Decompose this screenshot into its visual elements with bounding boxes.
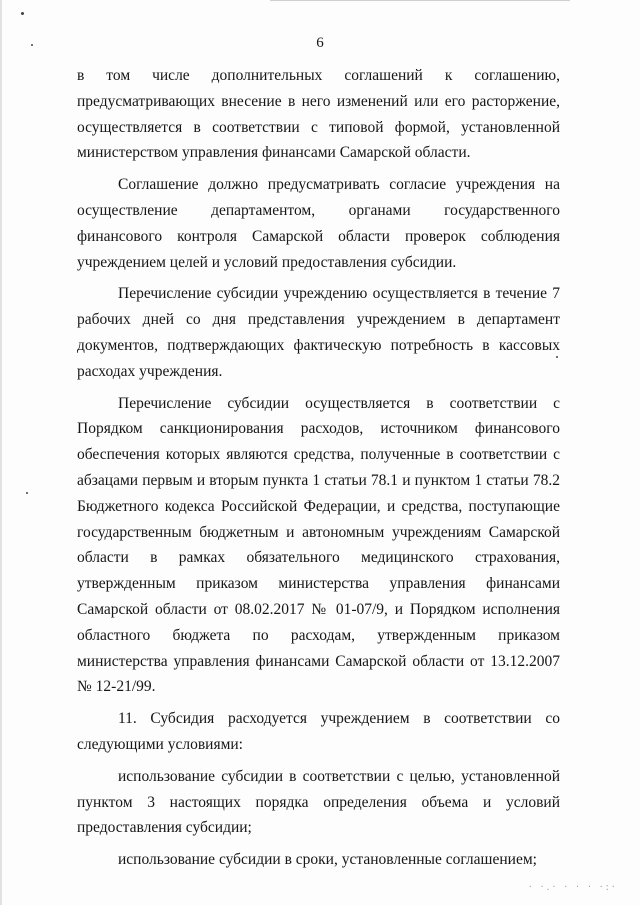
paragraph-transfer-term: Перечисление субсидии учреждению осуществляется в течение 7 рабочих дней со дня представления учреждением в департамент документов, подтверждающих фактическую потребность в кассовых расходах учреждения. [77, 285, 560, 380]
scan-edge-top [270, 0, 570, 1]
page-number: 6 [316, 35, 324, 51]
paragraph-condition-purpose: использование субсидии в соответствии с целью, установленной пунктом 3 настоящих порядка определения объема и условий предоставления субсидии; [77, 767, 560, 837]
paragraph-condition-terms: использование субсидии в сроки, установленные соглашением; [118, 851, 537, 869]
scan-speck [21, 12, 24, 15]
paragraph-transfer-procedure: Перечисление субсидии осуществляется в соответствии с Порядком санкционирования расходов, источником финансового обеспечения которых являются средства, полученные в соответствии с абзацами первым и вторым пункта 1 статьи 78.1 и пунктом 1 статьи 78.2 Бюджетного кодекса Российской Федерации, и средства, поступающие государственным бюджетным и автономным учреждениям Самарской области в рамках обязательного медицинского страхования, утвержденным приказом министерства управления финансами Самарской области от 08.02.2017 № 01-07/9, и Порядком исполнения областного бюджета по расходам, утвержденным приказом министерства управления финансами Самарской области от 13.12.2007 № 12-21/99. [77, 394, 560, 696]
scan-edge-left [0, 0, 2, 905]
paragraph-agreement-consent: Соглашение должно предусматривать согласие учреждения на осуществление департаментом, органами государственного финансового контроля Самарской области проверок соблюдения учреждением целей и условий предоставления субсидии. [77, 176, 560, 271]
scan-speck [26, 492, 28, 494]
paragraph-item-11: 11. Субсидия расходуется учреждением в соответствии со следующими условиями: [77, 710, 560, 753]
document-body [77, 63, 560, 873]
scan-noise: · ·.· · · · ·:· [528, 882, 618, 893]
paragraph-continuation: в том числе дополнительных соглашений к соглашению, предусматривающих внесение в него изменений или его расторжение, осуществляется в соответствии с типовой формой, установленной министерством управления финансами Самарской области. [77, 67, 560, 162]
